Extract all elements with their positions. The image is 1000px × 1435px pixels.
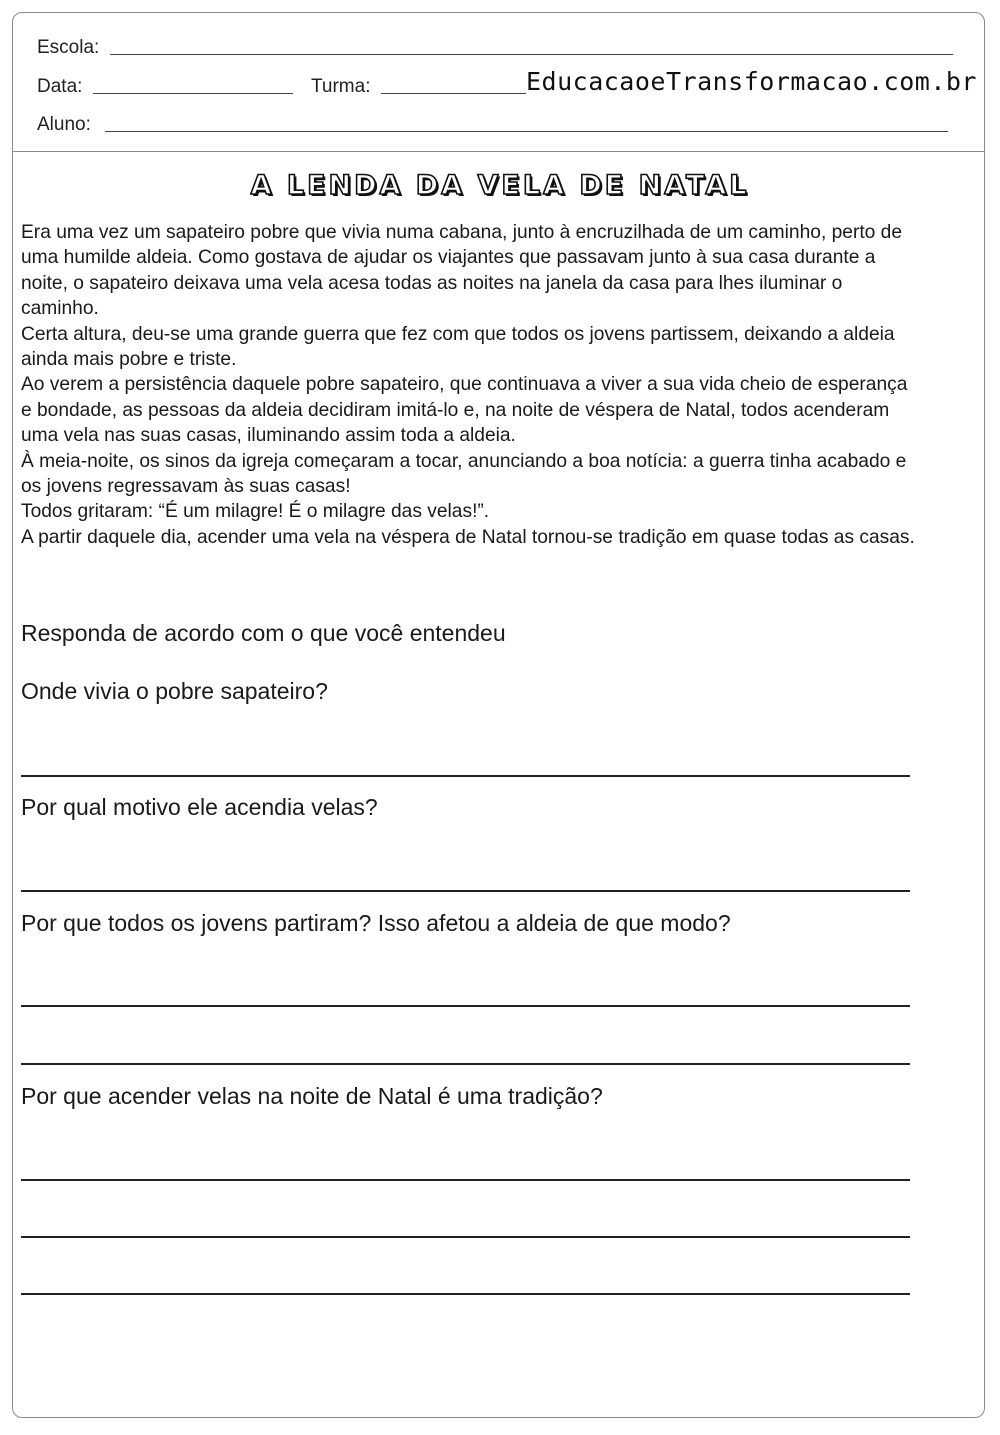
question-1: Onde vivia o pobre sapateiro?	[21, 678, 328, 704]
story-paragraph: À meia-noite, os sinos da igreja começaram a tocar, anunciando a boa notícia: a guerra tinha acabado e os jovens regressavam às suas casas!	[21, 450, 907, 498]
answer-line-4a[interactable]	[21, 1179, 910, 1181]
data-field[interactable]	[93, 93, 293, 94]
instructions: Responda de acordo com o que você entendeu	[21, 620, 506, 646]
aluno-label: Aluno:	[37, 114, 91, 135]
story-paragraph: Ao verem a persistência daquele pobre sapateiro, que continuava a viver a sua vida cheio de esperança e bondade, as pessoas da aldeia decidiram imitá-lo e, na noite de véspera de Natal, todos acenderam uma vela nas suas casas, iluminando assim toda a aldeia.	[21, 374, 908, 447]
answer-line-2[interactable]	[21, 890, 910, 892]
question-3: Por que todos os jovens partiram? Isso afetou a aldeia de que modo?	[21, 910, 731, 936]
aluno-field[interactable]	[105, 131, 948, 132]
escola-field[interactable]	[110, 54, 953, 55]
turma-field[interactable]	[381, 93, 526, 94]
question-2: Por qual motivo ele acendia velas?	[21, 794, 378, 820]
story-title: A LENDA DA VELA DE NATAL	[250, 170, 750, 201]
answer-line-1[interactable]	[21, 775, 910, 777]
escola-label: Escola:	[37, 37, 100, 58]
story-paragraph: A partir daquele dia, acender uma vela na véspera de Natal tornou-se tradição em quase todas as casas.	[21, 526, 915, 548]
story-paragraph: Todos gritaram: “É um milagre! É o milagre das velas!”.	[21, 501, 490, 523]
data-label: Data:	[37, 76, 83, 97]
story-paragraph: Era uma vez um sapateiro pobre que vivia numa cabana, junto à encruzilhada de um caminho, perto de uma humilde aldeia. Como gostava de ajudar os viajantes que passavam junto à sua casa durante a noite, o sapateiro deixava uma vela acesa todas as noites na janela da casa para lhes iluminar o caminho.	[21, 222, 903, 320]
answer-line-3a[interactable]	[21, 1005, 910, 1007]
turma-label: Turma:	[311, 76, 371, 97]
header-section	[13, 13, 984, 152]
answer-line-4b[interactable]	[21, 1236, 910, 1238]
answer-line-4c[interactable]	[21, 1293, 910, 1295]
question-4: Por que acender velas na noite de Natal é uma tradição?	[21, 1083, 603, 1109]
answer-line-3b[interactable]	[21, 1063, 910, 1065]
story-text	[21, 220, 921, 550]
site-url: EducacaoeTransformacao.com.br	[526, 67, 977, 96]
story-paragraph: Certa altura, deu-se uma grande guerra que fez com que todos os jovens partissem, deixando a aldeia ainda mais pobre e triste.	[21, 323, 895, 371]
